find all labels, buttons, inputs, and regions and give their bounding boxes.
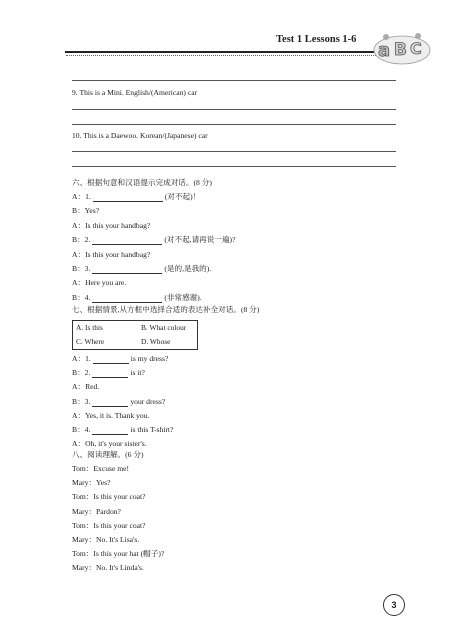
header-rule [65, 51, 380, 53]
part7-line [72, 438, 147, 449]
part6-line-prefix: A：1. [72, 192, 91, 201]
part7-line-prefix: A：1. [72, 354, 91, 363]
answer-blank[interactable] [92, 398, 128, 407]
answer-blank[interactable] [92, 294, 162, 303]
part7-heading: 七、根据情景,从方框中选择合适的表达补全对话。(8 分) [72, 305, 260, 314]
answer-line [72, 80, 396, 81]
part6-line-prefix: A：Is this your handbag? [72, 249, 151, 259]
options-box [72, 320, 198, 350]
part8-heading: 八、阅读理解。(6 分) [72, 450, 144, 459]
part8-line: Tom：Is this your coat? [72, 492, 146, 502]
part6-line-prefix: B：Yes? [72, 206, 100, 216]
part6-line-suffix: (对不起,请再说一遍)? [164, 235, 236, 245]
part8-line: Tom：Excuse me! [72, 464, 130, 473]
part7-line [72, 424, 173, 435]
part8-line: Mary：Yes? [72, 478, 111, 488]
part7-line-prefix: A：Oh, it's your sister's. [72, 439, 147, 449]
part6-line-prefix: A：Here you are. [72, 278, 127, 288]
part6-line-prefix: B：2. [72, 235, 91, 245]
part8-line: Mary：Pardon? [72, 506, 121, 516]
part6-line [72, 234, 235, 245]
option-c: C. Where [76, 337, 105, 346]
answer-line [72, 109, 396, 110]
answer-blank[interactable] [92, 426, 128, 435]
svg-text:B: B [394, 40, 407, 60]
part6-line [72, 220, 150, 231]
svg-text:C: C [410, 39, 422, 58]
part7-line-suffix: is this T-shirt? [130, 425, 174, 434]
part7-line-suffix: your dress? [130, 396, 166, 406]
part7-line-prefix: A：Red. [72, 382, 100, 392]
part6-line-prefix: A：Is this your handbag? [72, 220, 151, 230]
part7-line [72, 353, 168, 364]
question-10: 10. This is a Daewoo. Korean/(Japanese) car [72, 131, 208, 140]
part7-line-suffix: is my dress? [130, 354, 169, 363]
part6-line [72, 191, 200, 202]
header-dotted-rule [66, 55, 376, 56]
part7-line-prefix: B：3. [72, 396, 91, 406]
part6-line-prefix: B：4. [72, 292, 91, 302]
part6-line [72, 292, 202, 303]
option-b: B. What colour [141, 323, 187, 332]
answer-line [72, 166, 396, 167]
part6-line [72, 249, 150, 260]
part6-heading: 六、根据句意和汉语提示完成对话。(8 分) [72, 178, 212, 187]
page-number: 3 [383, 594, 405, 616]
part7-line [72, 396, 165, 407]
part6-line-suffix: (是的,是我的). [164, 264, 212, 273]
answer-blank[interactable] [93, 355, 129, 364]
part8-line: Tom：Is this your coat? [72, 520, 146, 530]
option-a: A. Is this [76, 323, 103, 332]
part6-line-prefix: B：3. [72, 264, 91, 273]
part7-line-suffix: is it? [130, 368, 145, 378]
part7-line-prefix: B：4. [72, 425, 91, 434]
answer-blank[interactable] [92, 265, 162, 274]
option-d: D. Whose [141, 337, 171, 346]
part6-line-suffix: (非常感谢). [164, 292, 202, 302]
question-9: 9. This is a Mini. English/(American) car [72, 88, 198, 97]
svg-text:a: a [378, 40, 391, 61]
part6-line [72, 277, 126, 288]
part8-line: Mary：No. It's Linda's. [72, 563, 144, 573]
answer-line [72, 124, 396, 125]
part7-line [72, 367, 145, 378]
part7-line-prefix: A：Yes, it is. Thank you. [72, 410, 150, 420]
part7-line [72, 381, 99, 392]
part7-line-prefix: B：2. [72, 368, 91, 378]
part6-line-suffix: (对不起)！ [164, 192, 201, 201]
abc-logo-icon [372, 28, 432, 68]
part6-line [72, 263, 211, 274]
answer-line [72, 151, 396, 152]
part6-line [72, 205, 99, 216]
part8-line: Mary：No. It's Lisa's. [72, 535, 140, 544]
answer-blank[interactable] [92, 369, 128, 378]
answer-blank[interactable] [92, 236, 162, 245]
page-header-title: Test 1 Lessons 1-6 [276, 34, 357, 45]
part7-line [72, 410, 149, 421]
answer-blank[interactable] [93, 193, 163, 202]
part8-line: Tom：Is this your hat (帽子)? [72, 549, 165, 559]
